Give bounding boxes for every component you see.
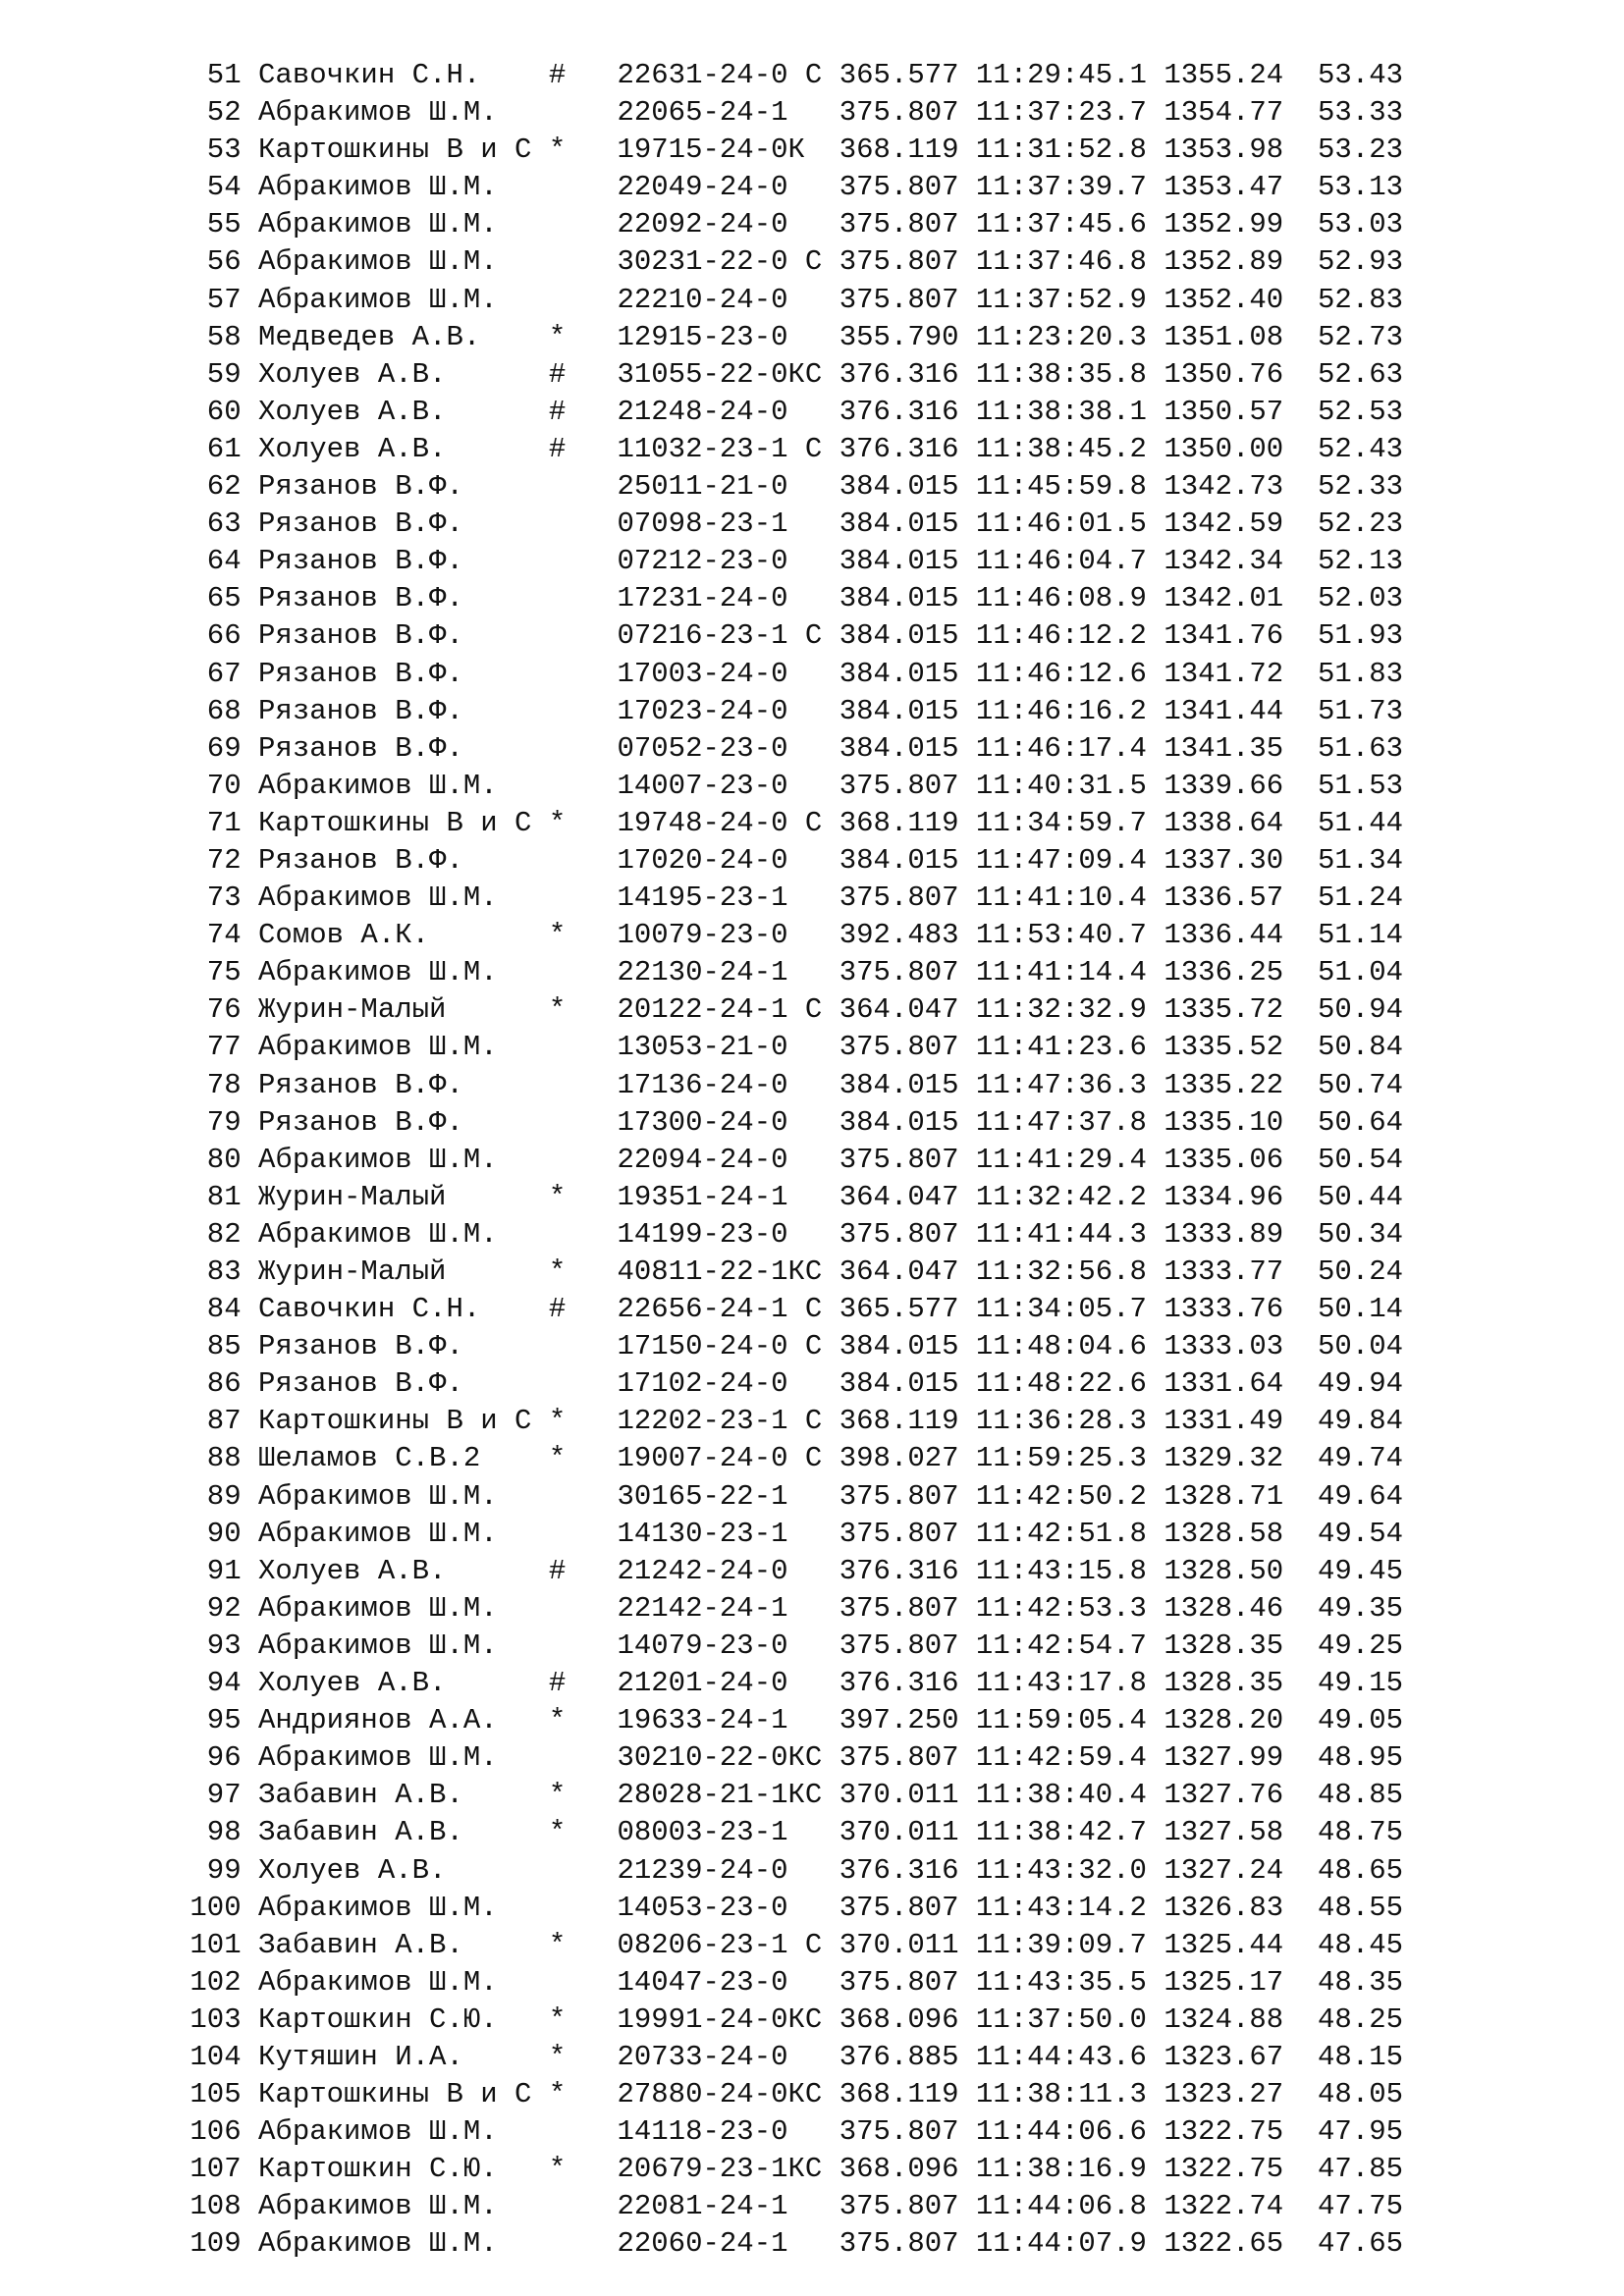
table-row: 54 Абракимов Ш.М. 22049-24-0 375.807 11:37:39.7 1353.47 53.13: [173, 171, 1404, 204]
table-row: 89 Абракимов Ш.М. 30165-22-1 375.807 11:42:50.2 1328.71 49.64: [173, 1479, 1404, 1513]
table-row: 84 Савочкин С.Н. # 22656-24-1 С 365.577 11:34:05.7 1333.76 50.14: [173, 1293, 1404, 1326]
table-row: 66 Рязанов В.Ф. 07216-23-1 С 384.015 11:46:12.2 1341.76 51.93: [173, 619, 1404, 653]
table-row: 82 Абракимов Ш.М. 14199-23-0 375.807 11:41:44.3 1333.89 50.34: [173, 1217, 1404, 1251]
table-row: 81 Журин-Малый * 19351-24-1 364.047 11:32:42.2 1334.96 50.44: [173, 1180, 1404, 1213]
table-row: 103 Картошкин С.Ю. * 19991-24-0КС 368.096 11:37:50.0 1324.88 48.25: [173, 2002, 1404, 2036]
table-row: 62 Рязанов В.Ф. 25011-21-0 384.015 11:45:59.8 1342.73 52.33: [173, 470, 1404, 504]
table-row: 53 Картошкины В и С * 19715-24-0К 368.119 11:31:52.8 1353.98 53.23: [173, 133, 1404, 167]
table-row: 73 Абракимов Ш.М. 14195-23-1 375.807 11:41:10.4 1336.57 51.24: [173, 881, 1404, 915]
table-row: 104 Кутяшин И.А. * 20733-24-0 376.885 11:44:43.6 1323.67 48.15: [173, 2040, 1404, 2073]
table-row: 107 Картошкин С.Ю. * 20679-23-1КС 368.096 11:38:16.9 1322.75 47.85: [173, 2153, 1404, 2186]
table-row: 100 Абракимов Ш.М. 14053-23-0 375.807 11:43:14.2 1326.83 48.55: [173, 1891, 1404, 1924]
table-row: 101 Забавин А.В. * 08206-23-1 С 370.011 11:39:09.7 1325.44 48.45: [173, 1928, 1404, 1961]
table-row: 76 Журин-Малый * 20122-24-1 С 364.047 11:32:32.9 1335.72 50.94: [173, 993, 1404, 1027]
table-row: 90 Абракимов Ш.М. 14130-23-1 375.807 11:42:51.8 1328.58 49.54: [173, 1517, 1404, 1550]
table-row: 86 Рязанов В.Ф. 17102-24-0 384.015 11:48:22.6 1331.64 49.94: [173, 1367, 1404, 1401]
results-table: [173, 57, 1587, 2264]
table-row: 85 Рязанов В.Ф. 17150-24-0 С 384.015 11:48:04.6 1333.03 50.04: [173, 1330, 1404, 1363]
table-row: 67 Рязанов В.Ф. 17003-24-0 384.015 11:46:12.6 1341.72 51.83: [173, 657, 1404, 690]
table-row: 92 Абракимов Ш.М. 22142-24-1 375.807 11:42:53.3 1328.46 49.35: [173, 1591, 1404, 1625]
table-row: 75 Абракимов Ш.М. 22130-24-1 375.807 11:41:14.4 1336.25 51.04: [173, 956, 1404, 989]
table-row: 77 Абракимов Ш.М. 13053-21-0 375.807 11:41:23.6 1335.52 50.84: [173, 1031, 1404, 1064]
table-row: 105 Картошкины В и С * 27880-24-0КС 368.119 11:38:11.3 1323.27 48.05: [173, 2078, 1404, 2111]
table-row: 56 Абракимов Ш.М. 30231-22-0 С 375.807 11:37:46.8 1352.89 52.93: [173, 245, 1404, 279]
table-row: 63 Рязанов В.Ф. 07098-23-1 384.015 11:46:01.5 1342.59 52.23: [173, 507, 1404, 541]
table-row: 80 Абракимов Ш.М. 22094-24-0 375.807 11:41:29.4 1335.06 50.54: [173, 1143, 1404, 1176]
table-row: 95 Андриянов А.А. * 19633-24-1 397.250 11:59:05.4 1328.20 49.05: [173, 1704, 1404, 1737]
table-row: 59 Холуев А.В. # 31055-22-0КС 376.316 11:38:35.8 1350.76 52.63: [173, 357, 1404, 391]
table-row: 88 Шеламов С.В.2 * 19007-24-0 С 398.027 11:59:25.3 1329.32 49.74: [173, 1442, 1404, 1475]
table-row: 83 Журин-Малый * 40811-22-1КС 364.047 11:32:56.8 1333.77 50.24: [173, 1255, 1404, 1288]
table-row: 79 Рязанов В.Ф. 17300-24-0 384.015 11:47:37.8 1335.10 50.64: [173, 1105, 1404, 1139]
table-row: 71 Картошкины В и С * 19748-24-0 С 368.119 11:34:59.7 1338.64 51.44: [173, 806, 1404, 839]
table-row: 61 Холуев А.В. # 11032-23-1 С 376.316 11:38:45.2 1350.00 52.43: [173, 432, 1404, 465]
table-row: 68 Рязанов В.Ф. 17023-24-0 384.015 11:46:16.2 1341.44 51.73: [173, 694, 1404, 727]
table-row: 64 Рязанов В.Ф. 07212-23-0 384.015 11:46:04.7 1342.34 52.13: [173, 545, 1404, 578]
table-row: 96 Абракимов Ш.М. 30210-22-0КС 375.807 11:42:59.4 1327.99 48.95: [173, 1741, 1404, 1775]
table-row: 87 Картошкины В и С * 12202-23-1 С 368.119 11:36:28.3 1331.49 49.84: [173, 1405, 1404, 1438]
table-row: 97 Забавин А.В. * 28028-21-1КС 370.011 11:38:40.4 1327.76 48.85: [173, 1779, 1404, 1812]
table-row: 78 Рязанов В.Ф. 17136-24-0 384.015 11:47:36.3 1335.22 50.74: [173, 1068, 1404, 1101]
table-row: 70 Абракимов Ш.М. 14007-23-0 375.807 11:40:31.5 1339.66 51.53: [173, 769, 1404, 802]
table-row: 109 Абракимов Ш.М. 22060-24-1 375.807 11:44:07.9 1322.65 47.65: [173, 2227, 1404, 2261]
table-row: 72 Рязанов В.Ф. 17020-24-0 384.015 11:47:09.4 1337.30 51.34: [173, 843, 1404, 877]
table-row: 51 Савочкин С.Н. # 22631-24-0 С 365.577 11:29:45.1 1355.24 53.43: [173, 59, 1404, 91]
table-row: 98 Забавин А.В. * 08003-23-1 370.011 11:38:42.7 1327.58 48.75: [173, 1816, 1404, 1849]
table-row: 102 Абракимов Ш.М. 14047-23-0 375.807 11:43:35.5 1325.17 48.35: [173, 1965, 1404, 1999]
table-row: 69 Рязанов В.Ф. 07052-23-0 384.015 11:46:17.4 1341.35 51.63: [173, 731, 1404, 765]
table-row: 91 Холуев А.В. # 21242-24-0 376.316 11:43:15.8 1328.50 49.45: [173, 1554, 1404, 1587]
table-row: 74 Сомов А.К. * 10079-23-0 392.483 11:53:40.7 1336.44 51.14: [173, 919, 1404, 952]
table-row: 99 Холуев А.В. 21239-24-0 376.316 11:43:32.0 1327.24 48.65: [173, 1853, 1404, 1887]
table-row: 93 Абракимов Ш.М. 14079-23-0 375.807 11:42:54.7 1328.35 49.25: [173, 1629, 1404, 1662]
table-row: 94 Холуев А.В. # 21201-24-0 376.316 11:43:17.8 1328.35 49.15: [173, 1667, 1404, 1700]
table-row: 106 Абракимов Ш.М. 14118-23-0 375.807 11:44:06.6 1322.75 47.95: [173, 2115, 1404, 2149]
table-row: 65 Рязанов В.Ф. 17231-24-0 384.015 11:46:08.9 1342.01 52.03: [173, 582, 1404, 615]
table-row: 55 Абракимов Ш.М. 22092-24-0 375.807 11:37:45.6 1352.99 53.03: [173, 208, 1404, 241]
table-row: 52 Абракимов Ш.М. 22065-24-1 375.807 11:37:23.7 1354.77 53.33: [173, 96, 1404, 130]
table-row: 58 Медведев А.В. * 12915-23-0 355.790 11:23:20.3 1351.08 52.73: [173, 320, 1404, 353]
table-row: 57 Абракимов Ш.М. 22210-24-0 375.807 11:37:52.9 1352.40 52.83: [173, 283, 1404, 316]
table-row: 108 Абракимов Ш.М. 22081-24-1 375.807 11:44:06.8 1322.74 47.75: [173, 2190, 1404, 2223]
table-row: 60 Холуев А.В. # 21248-24-0 376.316 11:38:38.1 1350.57 52.53: [173, 395, 1404, 428]
